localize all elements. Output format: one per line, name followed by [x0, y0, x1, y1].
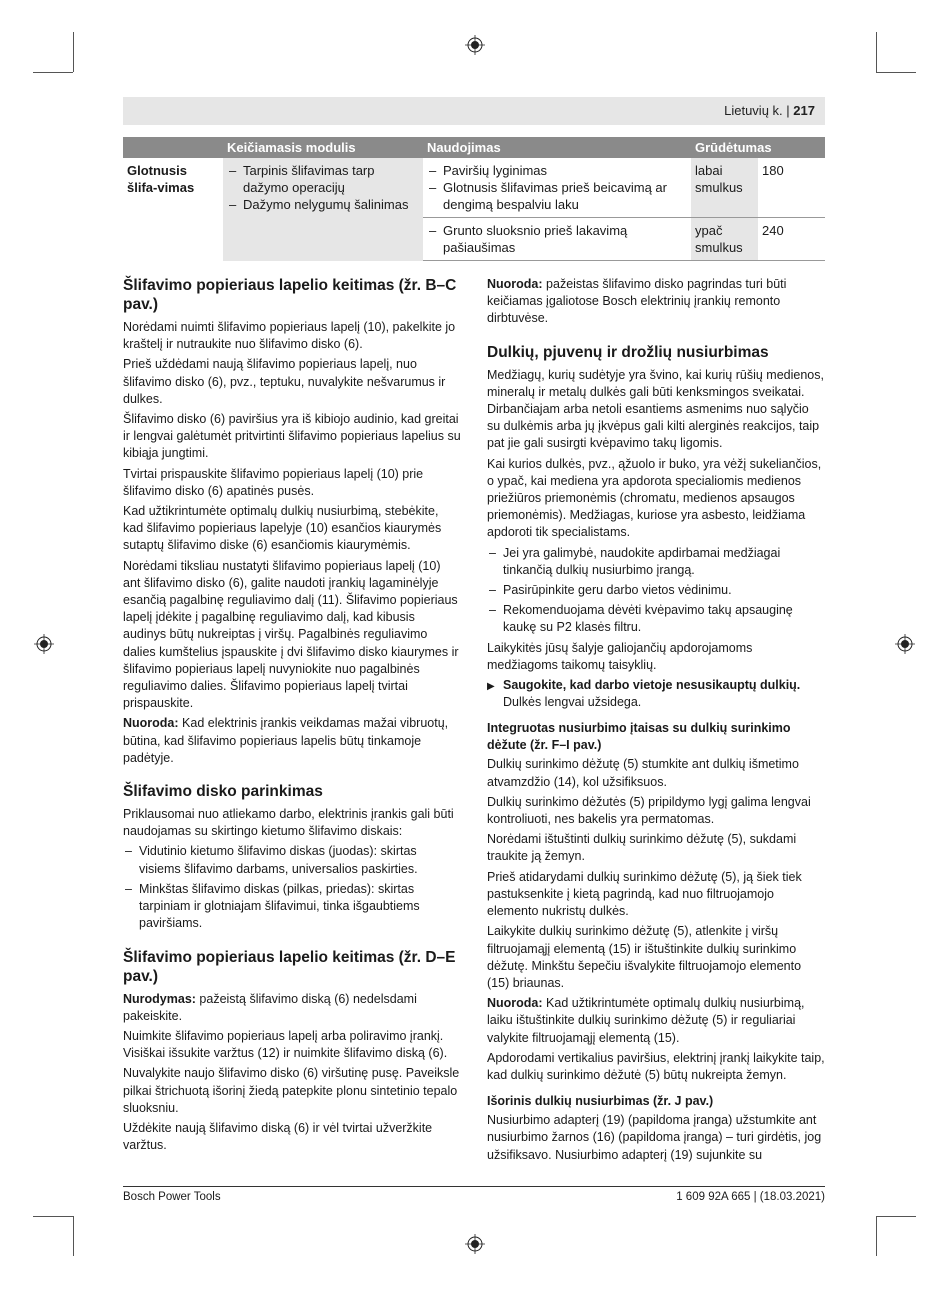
page-header-text — [724, 103, 815, 118]
section-heading: Šlifavimo popieriaus lapelio keitimas (žr. B–C pav.) — [123, 277, 457, 313]
table-row-label: Glotnusis šlifa-vimas — [127, 163, 195, 195]
list-item: – Dažymo nelygumų šalinimas — [227, 196, 419, 213]
registration-mark-icon — [895, 634, 915, 654]
table-grain-number: 240 — [758, 218, 825, 261]
crop-mark — [73, 32, 74, 72]
table-grain-text: ypač smulkus — [691, 218, 758, 261]
note-paragraph — [487, 276, 825, 328]
list-item: – Grunto sluoksnio prieš lakavimą pašiaušimas — [427, 222, 687, 256]
application-table — [123, 137, 825, 261]
footer-brand: Bosch Power Tools — [123, 1191, 221, 1203]
registration-mark-icon — [465, 1234, 485, 1254]
paragraph: Apdorodami vertikalius paviršius, elektrinį įrankį laikykite taip, kad dulkių surinkimo dėžutė (5) būtų nukreipta žemyn. — [487, 1050, 825, 1082]
list-item: – Glotnusis šlifavimas prieš beicavimą ar dengimą bespalviu laku — [427, 179, 687, 213]
note-paragraph — [487, 995, 825, 1047]
paragraph: Kad užtikrintumėte optimalų dulkių nusiurbimą, stebėkite, kad šlifavimo popieriaus lapelyje (10) esančios kiaurymės sutaptų šlifavimo diske (6) esančiomis kiaurymėmis. — [123, 504, 442, 553]
crop-mark — [876, 72, 916, 73]
crop-mark — [876, 1216, 916, 1217]
table-header-grain: Grūdėtumas — [691, 137, 825, 158]
paragraph: Nuvalykite naujo šlifavimo disko (6) viršutinę pusę. Paveiksle pilkai štrichuotą išorinį žiedą patepkite plonu sintetinio tepalo sluoksniu. — [123, 1066, 460, 1115]
paragraph: Kai kurios dulkės, pvz., ąžuolo ir buko, yra vėžį sukeliančios, o ypač, kai mediena yra apdorota specialiomis medienos priežiūros priemonėmis (chromatu, medienos apsaugos priemonėmis). Medžiagas, kuriose yra asbesto, leidžiama apdoroti tik specialistams. — [487, 456, 822, 540]
paragraph: Prieš uždėdami naują šlifavimo popieriaus lapelį, nuo šlifavimo disko (6), pvz., teptuku, nuvalykite nešvarumus ir dulkes. — [123, 357, 446, 406]
page-header — [123, 97, 825, 125]
paragraph: Dulkių surinkimo dėžutės (5) pripildymo lygį galima lengvai kontroliuoti, nes bakelis yra permatomas. — [487, 794, 811, 827]
paragraph: Medžiagų, kurių sudėtyje yra švino, kai kurių rūšių medienos, mineralų ir metalų dulkės gali būti kenksmingos sveikatai. Dirbančiajam arba netoli esantiems asmenims nuo sąlyčio su dulkėmis arba jų įkvėpus gali kilti alerginės reakcijos, taip pat jie gali susirgti kvėpavimo takų ligomis. — [487, 367, 824, 451]
safety-warning — [487, 677, 825, 711]
warning-text: pažeistą šlifavimo diską (6) nedelsdami pakeiskite. — [123, 991, 417, 1023]
list-item: – Vidutinio kietumo šlifavimo diskas (juodas): skirtas visiems šlifavimo darbams, universalios paskirties. — [123, 843, 461, 877]
list-item: – Jei yra galimybė, naudokite apdirbamai medžiagai tinkančią dulkių nusiurbimo įrangą. — [487, 545, 825, 579]
paragraph: Dulkių surinkimo dėžutę (5) stumkite ant dulkių išmetimo atvamzdžio (14), kol užsifiksuos. — [487, 757, 799, 789]
right-column — [487, 276, 825, 1167]
list-item: – Paviršių lyginimas — [427, 162, 687, 179]
list-item: – Tarpinis šlifavimas tarp dažymo operacijų — [227, 162, 419, 196]
header-separator: | — [786, 103, 790, 118]
note-text: Kad elektrinis įrankis veikdamas mažai vibruotų, būtina, kad šlifavimo popieriaus lapelis būtų tinkamoje padėtyje. — [123, 716, 449, 765]
footer-doc-number: 1 609 92A 665 | (18.03.2021) — [676, 1191, 825, 1203]
table-use-cell — [423, 218, 691, 261]
note-paragraph — [123, 715, 461, 767]
table-module-cell — [223, 158, 423, 261]
paragraph: Laikykitės jūsų šalyje galiojančių apdorojamoms medžiagoms taikomų taisyklių. — [487, 640, 753, 672]
table-header-row — [123, 137, 825, 158]
warning-paragraph — [123, 991, 461, 1025]
paragraph: Prieš atidarydami dulkių surinkimo dėžutę (5), ją šiek tiek pastuksenkite į kietą pagrindą, kad nuo filtruojamojo elemento nukristų dulkės. — [487, 869, 802, 919]
paragraph: Šlifavimo disko (6) paviršius yra iš kibiojo audinio, kad greitai ir lengvai galėtumėt pritvirtinti šlifavimo popieriaus lapelius su kibiąja jungtimi. — [123, 412, 461, 461]
list-item: – Rekomenduojama dėvėti kvėpavimo takų apsauginę kaukę su P2 klasės filtru. — [487, 602, 825, 636]
paragraph: Norėdami ištuštinti dulkių surinkimo dėžutę (5), sukdami traukite ją žemyn. — [487, 832, 797, 864]
paragraph: Uždėkite naują šlifavimo diską (6) ir vėl tvirtai užveržkite varžtus. — [123, 1120, 433, 1153]
page-number: 217 — [793, 103, 815, 118]
crop-mark — [876, 32, 877, 72]
section-heading: Dulkių, pjuvenų ir drožlių nusiurbimas — [487, 343, 769, 361]
crop-mark — [33, 1216, 73, 1217]
list-item: – Minkštas šlifavimo diskas (pilkas, priedas): skirtas tarpiniam ir glotniajam šlifavimui, tinka išgaubtiems paviršiams. — [123, 881, 461, 933]
note-text: Kad užtikrintumėte optimalų dulkių nusiurbimą, laiku ištuštinkite dulkių surinkimo dėžutę (5) ir reguliariai valykite filtruojamąjį elementą (15). — [487, 996, 805, 1045]
registration-mark-icon — [34, 634, 54, 654]
warning-label: Nurodymas: — [123, 991, 196, 1006]
crop-mark — [876, 1216, 877, 1256]
section-heading: Šlifavimo disko parinkimas — [123, 783, 323, 801]
left-column — [123, 276, 461, 1157]
table-header-module: Keičiamasis modulis — [223, 137, 423, 158]
table-grain-number: 180 — [762, 163, 784, 178]
table-row — [123, 158, 825, 218]
table-grain-text: labai smulkus — [691, 158, 758, 218]
note-label: Nuoroda: — [487, 996, 543, 1011]
subsection-heading: Integruotas nusiurbimo įtaisas su dulkių surinkimo dėžute (žr. F–I pav.) — [487, 721, 791, 753]
crop-mark — [73, 1216, 74, 1256]
subsection-heading: Išorinis dulkių nusiurbimas (žr. J pav.) — [487, 1094, 714, 1109]
paragraph: Priklausomai nuo atliekamo darbo, elektrinis įrankis gali būti naudojamas su skirtingo kietumo šlifavimo diskais: — [123, 807, 454, 839]
table-header-use: Naudojimas — [423, 137, 691, 158]
table-use-cell — [423, 158, 691, 218]
registration-mark-icon — [465, 35, 485, 55]
paragraph: Nuimkite šlifavimo popieriaus lapelį arba poliravimo įrankį. Visiškai išsukite varžtus (12) ir nuimkite šlifavimo diską (6). — [123, 1028, 448, 1061]
paragraph: Nusiurbimo adapterį (19) (papildoma įranga) užstumkite ant nusiurbimo žarnos (16) (papildoma įranga) – turi girdėtis, jog užsifiksavo. Nusiurbimo adapterį (19) sujunkite su — [487, 1113, 822, 1162]
crop-mark — [33, 72, 73, 73]
language-label: Lietuvių k. — [724, 103, 783, 118]
paragraph: Norėdami tiksliau nustatyti šlifavimo popieriaus lapelį (10) ant šlifavimo disko (6), galite naudoti įrankių lagaminėlyje esančią pagalbinę reguliavimo dalį (11). Šlifavimo popieriaus lapelį įdėkite į pagalbinę reguliavimo dalį, kad kibusis audinys būtų nukreiptas į viršų. Pagalbinės reguliavimo dalies kumštelius įspauskite į dvi šlifavimo disko kiaurymes ir šlifavimo popieriaus lapelį nuvyniokite nuo pagalbinės reguliavimo dalies. Šlifavimo popieriaus lapelį tvirtai prispauskite. — [123, 558, 459, 711]
list-item: – Pasirūpinkite geru darbo vietos vėdinimu. — [487, 582, 825, 599]
footer-divider — [123, 1186, 825, 1187]
safety-warning-text: Dulkės lengvai užsidega. — [503, 695, 642, 710]
table-header-cell — [123, 137, 223, 158]
note-label: Nuoroda: — [487, 277, 543, 291]
note-label: Nuoroda: — [123, 716, 179, 731]
paragraph: Norėdami nuimti šlifavimo popieriaus lapelį (10), pakelkite jo kraštelį ir nutraukite nuo šlifavimo disko (6). — [123, 320, 456, 352]
section-heading: Šlifavimo popieriaus lapelio keitimas (žr. D–E pav.) — [123, 948, 456, 985]
safety-warning-bold: Saugokite, kad darbo vietoje nesusikauptų dulkių. — [503, 678, 801, 693]
paragraph: Tvirtai prispauskite šlifavimo popieriaus lapelį (10) prie šlifavimo disko (6) apatinės pusės. — [123, 466, 424, 498]
paragraph: Laikykite dulkių surinkimo dėžutę (5), atlenkite į viršų filtruojamąjį elementą (15) ir ištuštinkite dulkių surinkimo dėžutę. Minkštu šepečiu išvalykite filtruojamojo elemento (15) briaunas. — [487, 924, 802, 990]
note-text: pažeistas šlifavimo disko pagrindas turi būti keičiamas įgaliotose Bosch elektrinių įrankių remonto dirbtuvėse. — [487, 277, 787, 326]
